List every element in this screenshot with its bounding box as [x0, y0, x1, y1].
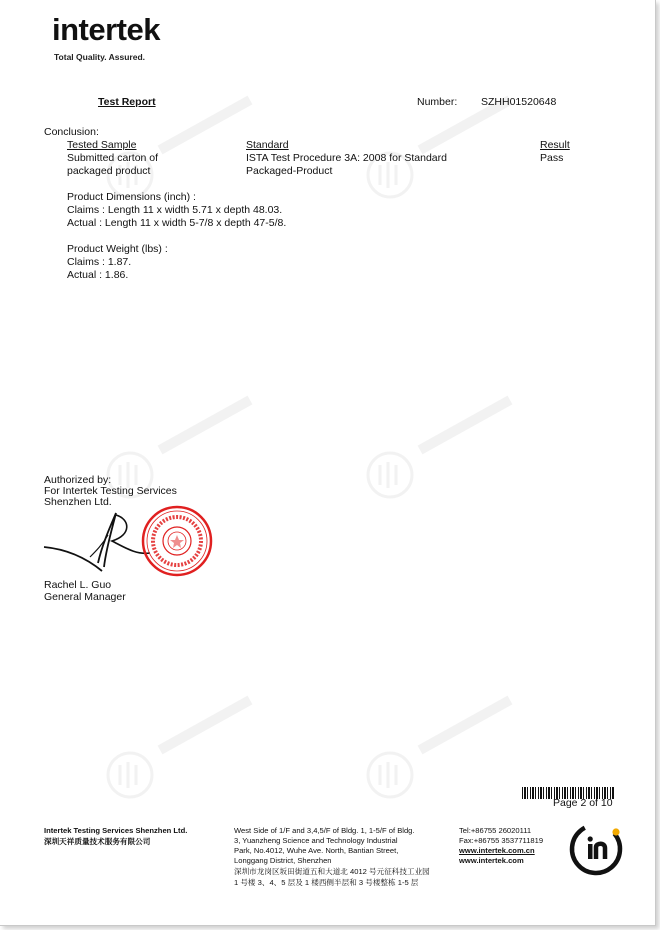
footer-website-cn[interactable]: www.intertek.com.cn [459, 846, 535, 855]
result-value: Pass [540, 152, 564, 164]
dimensions-heading: Product Dimensions (inch) : [67, 191, 196, 203]
page-number: Page 2 of 10 [553, 797, 613, 809]
weight-heading: Product Weight (lbs) : [67, 243, 168, 255]
authorized-company-line-2: Shenzhen Ltd. [44, 496, 112, 508]
standard-line-2: Packaged-Product [246, 165, 333, 177]
number-label: Number: [417, 96, 458, 108]
standard-line-1: ISTA Test Procedure 3A: 2008 for Standard [246, 152, 447, 164]
footer-company-cn: 深圳天祥质量技术服务有限公司 [44, 837, 151, 846]
intertek-logo: intertek [52, 12, 160, 47]
report-number: SZHH01520648 [481, 96, 557, 108]
signatory-name: Rachel L. Guo [44, 579, 112, 591]
dimensions-actual: Actual : Length 11 x width 5-7/8 x depth 47-5/8. [67, 217, 287, 229]
footer-address-line-1: West Side of 1/F and 3,4,5/F of Bldg. 1, 1-5/F of Bldg. [234, 826, 415, 835]
footer-company-en: Intertek Testing Services Shenzhen Ltd. [44, 826, 188, 835]
authorized-company-line-1: For Intertek Testing Services [44, 485, 177, 497]
standard-header: Standard [246, 139, 289, 151]
result-header: Result [540, 139, 570, 151]
intertek-in-icon [567, 820, 625, 878]
authorized-by-label: Authorized by: [44, 474, 112, 486]
footer-address-line-4: Longgang District, Shenzhen [234, 856, 332, 865]
signature-image [40, 505, 155, 575]
footer-website[interactable]: www.intertek.com [459, 856, 524, 865]
footer-address-line-5: 深圳市龙岗区坂田街道五和大道北 4012 号元征科技工业园 [234, 867, 430, 876]
logo-tagline: Total Quality. Assured. [54, 52, 145, 62]
sample-line-2: packaged product [67, 165, 151, 177]
weight-claims: Claims : 1.87. [67, 256, 132, 268]
dimensions-claims: Claims : Length 11 x width 5.71 x depth 48.03. [67, 204, 283, 216]
weight-actual: Actual : 1.86. [67, 269, 129, 281]
company-seal-icon [141, 505, 213, 577]
signatory-position: General Manager [44, 591, 126, 603]
footer-address-line-6: 1 号楼 3、4、5 层及 1 楼西侧半层和 3 号楼整栋 1-5 层 [234, 878, 419, 887]
sample-line-1: Submitted carton of [67, 152, 159, 164]
conclusion-label: Conclusion: [44, 126, 99, 138]
footer-fax: Fax:+86755 3537711819 [459, 836, 544, 845]
report-title: Test Report [98, 96, 156, 108]
footer-address-line-3: Park, No.4012, Wuhe Ave. North, Bantian Street, [234, 846, 399, 855]
footer-tel: Tel:+86755 26020111 [459, 826, 532, 835]
tested-sample-header: Tested Sample [67, 139, 137, 151]
footer-address-line-2: 3, Yuanzheng Science and Technology Industrial [234, 836, 398, 845]
